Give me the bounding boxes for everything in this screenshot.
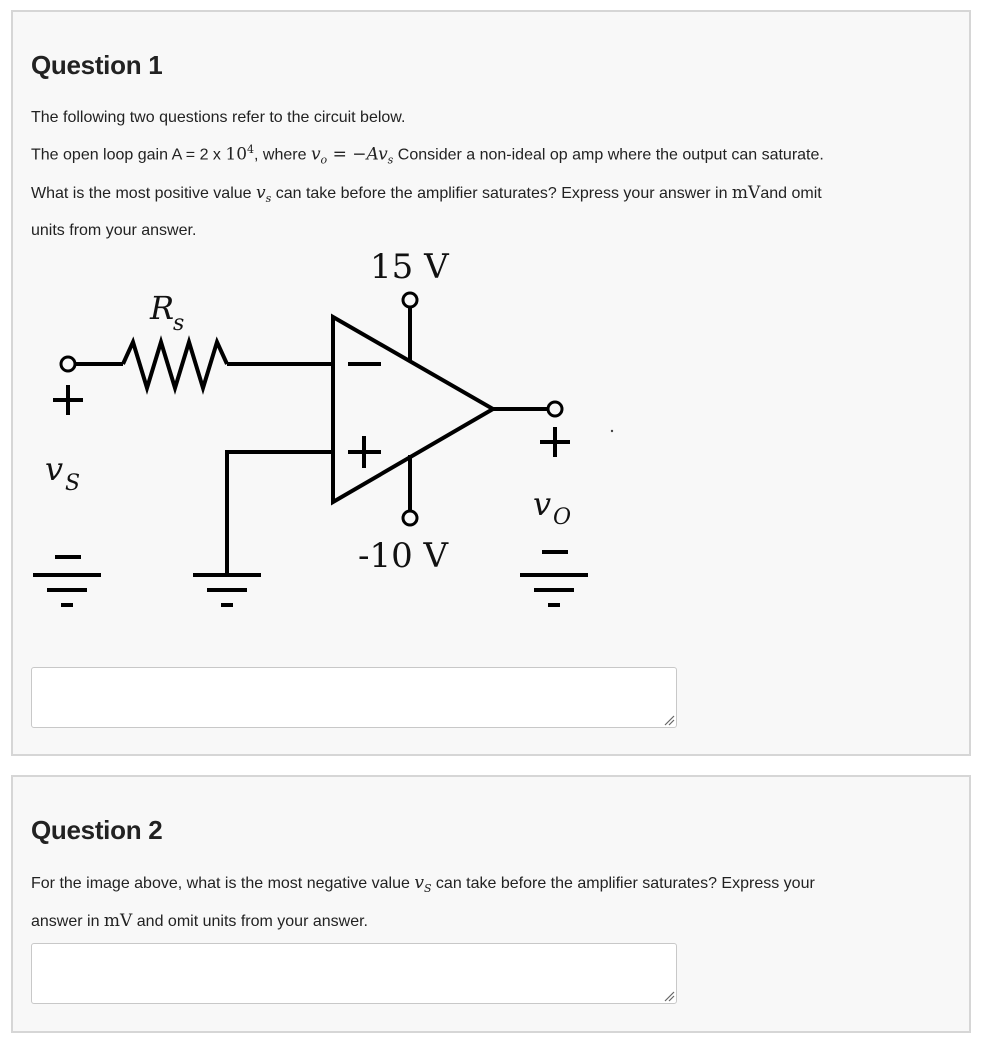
question-2-answer-input[interactable] (31, 943, 677, 1004)
q2-ask-var-sub: S (423, 882, 432, 896)
opamp-circuit-diagram (13, 12, 969, 652)
input-terminal (61, 357, 75, 371)
ask-prefix: What is the most positive value (31, 184, 256, 202)
question-1-title: Question 1 (31, 50, 163, 80)
question-1-ask-line2: units from your answer. (31, 221, 197, 239)
ground-symbol-noninverting (193, 575, 261, 605)
gain-base: 10 (225, 144, 248, 165)
question-2-text (31, 867, 951, 938)
ask-middle: can take before the amplifier saturates? Express your answer in (271, 184, 732, 202)
gain-where: , where (254, 146, 311, 164)
question-2-title: Question 2 (31, 815, 163, 845)
input-voltage-label-sub: S (65, 471, 81, 496)
output-terminal (548, 402, 562, 416)
ask-var-sub: s (265, 191, 272, 205)
q2-ask-line2-prefix: answer in (31, 913, 104, 931)
ask-suffix: and omit (760, 184, 822, 202)
saturate-note: Consider a non-ideal op amp where the output can saturate. (397, 146, 824, 164)
ask-var: v (255, 182, 266, 203)
q2-ask-line2-suffix: and omit units from your answer. (132, 913, 368, 931)
positive-supply-label: 15 V (370, 247, 449, 287)
opamp-triangle (333, 317, 493, 502)
relation-a: A (366, 144, 379, 165)
question-2-ask-line2 (31, 905, 951, 938)
resize-grip-icon[interactable] (663, 714, 675, 726)
relation-vo: v (310, 144, 321, 165)
resize-grip-icon[interactable] (663, 990, 675, 1002)
relation-vs-sub: s (387, 153, 394, 167)
resistor-zigzag (123, 342, 227, 388)
relation-vo-sub: o (320, 153, 328, 167)
output-voltage-label-sub: O (553, 505, 572, 530)
positive-supply-terminal (403, 293, 417, 307)
question-1-intro: The following two questions refer to the circuit below. (31, 109, 406, 126)
ground-symbol-output (520, 575, 588, 605)
relation-vs: v (378, 144, 388, 165)
negative-supply-label: -10 V (358, 536, 449, 576)
negative-supply-terminal (403, 511, 417, 525)
question-2-card (11, 775, 971, 1033)
question-2-ask-line (31, 867, 951, 905)
gain-prefix: The open loop gain A = 2 x (31, 146, 226, 164)
relation-eq: = − (327, 144, 367, 165)
stray-dot (611, 430, 613, 432)
resistor-label-sub: s (173, 311, 185, 336)
gain-exponent: 4 (247, 143, 255, 156)
ground-symbol-input (33, 575, 101, 605)
q2-ask-prefix: For the image above, what is the most negative value (31, 875, 415, 892)
question-1-answer-input[interactable] (31, 667, 677, 728)
input-voltage-label: v (45, 450, 64, 488)
question-1-card (11, 10, 971, 756)
q2-ask-var: v (414, 873, 424, 893)
resistor-label: R (150, 289, 175, 327)
output-voltage-label: v (533, 485, 552, 523)
q2-ask-middle: can take before the amplifier saturates? Express your (431, 875, 815, 892)
ask-unit: mV (731, 182, 761, 203)
noninverting-input-wire (227, 452, 333, 577)
q2-ask-unit: mV (103, 911, 133, 932)
